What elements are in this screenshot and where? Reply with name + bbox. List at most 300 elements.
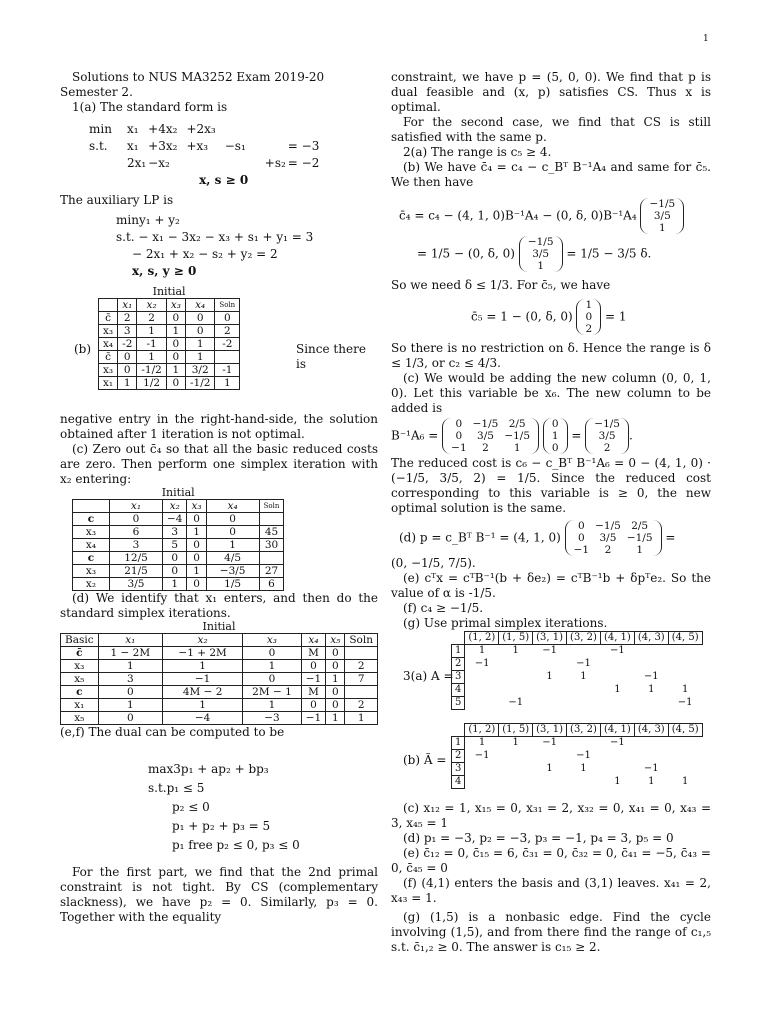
cell: 1 bbox=[243, 660, 302, 673]
sf-nonneg: x, s ≥ 0 bbox=[199, 173, 249, 187]
sf-row bbox=[88, 121, 320, 138]
sf-cell: x₁ bbox=[126, 139, 139, 153]
tableau-3 bbox=[60, 621, 378, 725]
cell: 1 bbox=[137, 351, 166, 364]
cell: 0 bbox=[326, 686, 345, 699]
sf-cell bbox=[224, 155, 247, 172]
cell: 0 bbox=[301, 660, 325, 673]
cell: 3 bbox=[110, 539, 163, 552]
cell: 0 bbox=[326, 699, 345, 712]
vec-cell: 0 bbox=[551, 442, 559, 454]
vec-cell: 1 bbox=[551, 430, 559, 442]
equation-d bbox=[399, 520, 711, 556]
dual-line: p₂ ≤ 0 bbox=[172, 800, 210, 814]
vec-cell: 3/5 bbox=[532, 248, 550, 260]
cell: 0 bbox=[118, 351, 137, 364]
aux-intro: The auxiliary LP is bbox=[60, 193, 174, 207]
dual-line: p₁ + p₂ + p₃ = 5 bbox=[172, 819, 271, 833]
sf-row bbox=[88, 155, 320, 172]
cell bbox=[634, 750, 668, 763]
sf-cell bbox=[185, 155, 223, 172]
cell: 1 bbox=[243, 699, 302, 712]
cell: c bbox=[61, 686, 99, 699]
tableau-row bbox=[73, 578, 284, 591]
cell bbox=[600, 763, 634, 776]
cell: 0 bbox=[187, 552, 206, 565]
page-number: 1 bbox=[703, 34, 709, 44]
edge-label: (4, 5) bbox=[668, 632, 702, 645]
equation-binv: B⁻¹A₆ = 0 −1/5 2/5 0 3/5 −1/5 −1 2 1 0 1 0 = −1/5 3/5 2 . bbox=[391, 418, 633, 454]
tableau-row bbox=[73, 539, 284, 552]
cell: x₂ bbox=[73, 578, 110, 591]
cell: 6 bbox=[259, 578, 284, 591]
tableau-caption: Initial bbox=[202, 620, 236, 633]
cell bbox=[345, 686, 378, 699]
header-cell: x₁ bbox=[110, 500, 163, 513]
mat-cell: 0 bbox=[578, 532, 585, 544]
sf-cell: = −2 bbox=[287, 156, 320, 170]
cell: 2 bbox=[118, 312, 137, 325]
r-text: So there is no restriction on δ. Hence the range is δ ≤ 1/3, or c₂ ≤ 4/3. bbox=[391, 341, 711, 370]
cell bbox=[567, 645, 601, 658]
d-result: (0, −1/5, 7/5). bbox=[391, 556, 476, 570]
cell bbox=[533, 776, 567, 789]
cell: 1 bbox=[546, 671, 553, 682]
header-cell: x₃ bbox=[243, 634, 302, 647]
cell bbox=[533, 684, 567, 697]
incidence-a bbox=[391, 631, 711, 723]
edge-label: (3, 1) bbox=[533, 724, 567, 737]
header-cell: x₅ bbox=[326, 634, 345, 647]
cell bbox=[499, 684, 533, 697]
cell bbox=[465, 671, 499, 684]
incidence-b bbox=[391, 723, 711, 801]
cell: 0 bbox=[166, 312, 185, 325]
cell: −1 bbox=[508, 697, 524, 708]
cell bbox=[465, 763, 499, 776]
sf-cell bbox=[247, 138, 287, 155]
r-text: For the second case, we find that CS is still satisfied with the same p. bbox=[391, 115, 711, 144]
tableau-row bbox=[99, 338, 240, 351]
cell: 0 bbox=[187, 539, 206, 552]
mat-cell: 2/5 bbox=[631, 520, 649, 532]
cell: -1 bbox=[137, 338, 166, 351]
cell: x₁ bbox=[61, 699, 99, 712]
right-column bbox=[391, 70, 711, 955]
cell bbox=[259, 552, 284, 565]
eq-rhs: = 1 bbox=[605, 309, 627, 324]
cell: x₃ bbox=[99, 364, 118, 377]
cell: 1 bbox=[512, 645, 519, 657]
node-row bbox=[452, 645, 703, 658]
header-cell: x₄ bbox=[301, 634, 325, 647]
cell: M bbox=[301, 647, 325, 660]
cell: 5 bbox=[163, 539, 187, 552]
cell bbox=[668, 671, 702, 684]
matrix bbox=[565, 520, 662, 556]
node-row bbox=[452, 697, 703, 710]
cell: 1 bbox=[163, 578, 187, 591]
tableau-caption: Initial bbox=[161, 486, 195, 499]
left-column bbox=[60, 70, 378, 925]
sf-cell bbox=[224, 121, 247, 138]
cell: 1/2 bbox=[137, 377, 166, 390]
header-cell: x₄ bbox=[185, 299, 214, 312]
cell: −3/5 bbox=[206, 565, 259, 578]
cell bbox=[668, 737, 702, 750]
sf-cell: x₁ bbox=[126, 122, 139, 136]
cell: 0 bbox=[243, 673, 302, 686]
mat-cell: 3/5 bbox=[477, 430, 494, 442]
cell bbox=[533, 658, 567, 671]
cell: 1 bbox=[185, 338, 214, 351]
cell: 3 bbox=[98, 673, 162, 686]
cell: −1 bbox=[610, 737, 625, 749]
mat-cell: −1/5 bbox=[472, 418, 499, 430]
cell: 1 bbox=[614, 776, 621, 787]
tableau-row bbox=[61, 699, 378, 712]
edge-label: (3, 1) bbox=[533, 632, 567, 645]
cell: −1 bbox=[301, 712, 325, 725]
dual-lp bbox=[148, 760, 378, 855]
mat-cell: −1/5 bbox=[504, 430, 531, 442]
node-row bbox=[452, 763, 703, 776]
edge-label: (4, 3) bbox=[634, 724, 668, 737]
tableau-header bbox=[61, 634, 378, 647]
ef-text: (e,f) The dual can be computed to be bbox=[60, 725, 285, 739]
header-cell: x₁ bbox=[118, 299, 137, 312]
incidence-table-b bbox=[451, 723, 703, 789]
cell: 1 bbox=[185, 351, 214, 364]
sf-row bbox=[88, 138, 320, 155]
cell: -1 bbox=[215, 364, 240, 377]
cell: 0 bbox=[185, 325, 214, 338]
edge-label: (4, 5) bbox=[668, 724, 702, 737]
mat-cell: 0 bbox=[455, 418, 463, 430]
edge-label: (3, 2) bbox=[567, 724, 601, 737]
edge-header bbox=[452, 632, 703, 645]
header-cell: Soln bbox=[215, 299, 240, 312]
aux-line: x, s, y ≥ 0 bbox=[132, 264, 197, 278]
cell: 1 bbox=[546, 763, 553, 774]
header-cell: x₁ bbox=[98, 634, 162, 647]
cell bbox=[499, 671, 533, 684]
vec-cell: −1/5 bbox=[594, 418, 620, 430]
edge-label: (4, 3) bbox=[634, 632, 668, 645]
cell bbox=[499, 658, 533, 671]
edge-label: (4, 1) bbox=[600, 632, 634, 645]
q1a-text: 1(a) The standard form is bbox=[72, 100, 228, 114]
vector bbox=[543, 418, 568, 454]
cell: 0 bbox=[215, 312, 240, 325]
cell: −1 bbox=[677, 697, 693, 708]
cell: 1 bbox=[187, 526, 206, 539]
standard-form bbox=[88, 121, 320, 189]
sf-row bbox=[88, 172, 320, 189]
cell bbox=[499, 750, 533, 763]
vector bbox=[519, 236, 563, 272]
cell: 1 bbox=[614, 684, 621, 695]
r-text: (e) c̄₁₂ = 0, c̄₁₅ = 6, c̄₃₁ = 0, c̄₃₂ = 0, c̄₄₁ = −5, c̄₄₃ = 0, c̄₄₅ = 0 bbox=[391, 846, 711, 875]
cell bbox=[499, 776, 533, 789]
dual-line: p₁ free p₂ ≤ 0, p₃ ≤ 0 bbox=[172, 838, 300, 852]
r-text: (b) We have c̄₄ = c₄ − c_Bᵀ B⁻¹A₄ and same for c̄₅. We then have bbox=[391, 160, 711, 189]
eq-equals: = bbox=[665, 530, 676, 545]
vec-cell: −1/5 bbox=[649, 198, 676, 210]
sf-cell bbox=[287, 121, 321, 138]
mat-cell: 3/5 bbox=[599, 532, 617, 544]
cell: 3/2 bbox=[185, 364, 214, 377]
cell: 0 bbox=[326, 660, 345, 673]
eq-lhs: (d) p = c_Bᵀ B⁻¹ = (4, 1, 0) bbox=[399, 530, 561, 545]
edge-label: (1, 5) bbox=[499, 632, 533, 645]
cell: −1 + 2M bbox=[163, 647, 243, 660]
cell: 0 bbox=[206, 513, 259, 526]
tableau-row bbox=[99, 312, 240, 325]
cell: 1 bbox=[478, 737, 486, 749]
cell: −1 bbox=[610, 645, 625, 657]
cell bbox=[634, 658, 668, 671]
cell: 45 bbox=[259, 526, 284, 539]
cell: 0 bbox=[187, 513, 206, 526]
vector bbox=[640, 198, 684, 234]
tableau-row bbox=[99, 364, 240, 377]
cell: −1 bbox=[163, 673, 243, 686]
cell: −1 bbox=[576, 750, 591, 761]
r-text: (f) c₄ ≥ −1/5. bbox=[403, 601, 484, 615]
sf-cell: +3x₂ bbox=[148, 139, 178, 153]
header-cell: x₃ bbox=[187, 500, 206, 513]
cell: 1 bbox=[648, 776, 655, 787]
node-row bbox=[452, 750, 703, 763]
cell: 1 bbox=[206, 539, 259, 552]
vector bbox=[576, 299, 601, 335]
cell bbox=[567, 737, 601, 750]
cell: 1 bbox=[681, 776, 689, 787]
mat-cell: 1 bbox=[636, 544, 643, 556]
cell: 2 bbox=[345, 699, 378, 712]
mat-cell: −1/5 bbox=[595, 520, 621, 532]
cell: 1 bbox=[98, 699, 162, 712]
cell: 0 bbox=[185, 312, 214, 325]
tableau-row bbox=[73, 565, 284, 578]
cell bbox=[533, 750, 567, 763]
cell: 1 bbox=[681, 684, 689, 695]
vec-cell: 1 bbox=[658, 222, 666, 234]
tableau-row bbox=[99, 377, 240, 390]
cell: 1 bbox=[478, 645, 486, 657]
cell: 0 bbox=[166, 338, 185, 351]
equation-c4-cont bbox=[417, 236, 711, 272]
cell: 4M − 2 bbox=[163, 686, 243, 699]
node-row bbox=[452, 776, 703, 789]
sf-cell: = −3 bbox=[287, 139, 320, 153]
cell: 1 bbox=[326, 673, 345, 686]
tableau-row bbox=[73, 526, 284, 539]
cell: 0 bbox=[301, 699, 325, 712]
node-label: 1 bbox=[452, 645, 465, 658]
edge-label: (1, 5) bbox=[499, 724, 533, 737]
header-cell bbox=[73, 500, 110, 513]
cell: 3 bbox=[163, 526, 187, 539]
tableau-row bbox=[61, 712, 378, 725]
cell bbox=[600, 697, 634, 710]
cell: −1 bbox=[576, 658, 591, 669]
cell: 2 bbox=[215, 325, 240, 338]
vec-cell: 3/5 bbox=[598, 430, 616, 442]
cell bbox=[499, 763, 533, 776]
cell: 27 bbox=[259, 565, 284, 578]
cell: 1 bbox=[163, 699, 243, 712]
cell: 1 bbox=[98, 660, 162, 673]
cell: −1 bbox=[474, 750, 490, 761]
edge-label: (4, 1) bbox=[600, 724, 634, 737]
cell: −1 bbox=[643, 763, 659, 774]
cell: 0 bbox=[98, 686, 162, 699]
mat-cell: −1 bbox=[451, 442, 467, 454]
cell bbox=[668, 750, 702, 763]
cell: c̄ bbox=[99, 312, 118, 325]
cell: −1 bbox=[542, 737, 557, 749]
header-cell: Basic bbox=[61, 634, 99, 647]
cell bbox=[259, 513, 284, 526]
cell: 2 bbox=[137, 312, 166, 325]
node-label: 2 bbox=[452, 750, 465, 763]
cell: −3 bbox=[243, 712, 302, 725]
aux-line: − 2x₁ + x₂ − s₂ + y₂ = 2 bbox=[132, 247, 278, 261]
sf-cell: s.t. bbox=[89, 139, 108, 153]
sf-cell: 2x₁ bbox=[126, 156, 147, 170]
node-label: 2 bbox=[452, 658, 465, 671]
qb-label: (b) Ã = bbox=[403, 753, 447, 767]
cell: −1 bbox=[542, 645, 557, 657]
cell: -2 bbox=[215, 338, 240, 351]
node-label: 4 bbox=[452, 776, 465, 789]
cell: 0 bbox=[166, 377, 185, 390]
vec-cell: 0 bbox=[585, 311, 593, 323]
header-cell: x₃ bbox=[166, 299, 185, 312]
header-cell: x₂ bbox=[137, 299, 166, 312]
mat-cell: 2/5 bbox=[508, 418, 526, 430]
tableau-row bbox=[73, 513, 284, 526]
mat-cell: 2 bbox=[604, 544, 612, 556]
cell: 0 bbox=[163, 552, 187, 565]
cell: −4 bbox=[163, 712, 243, 725]
mat-cell: 0 bbox=[455, 430, 463, 442]
tableau-row bbox=[61, 686, 378, 699]
sf-cell: −x₂ bbox=[148, 156, 170, 170]
cell: 7 bbox=[345, 673, 378, 686]
cell: 1 bbox=[512, 737, 519, 749]
header-cell bbox=[99, 299, 118, 312]
tableau-row bbox=[99, 325, 240, 338]
cell: 2 bbox=[345, 660, 378, 673]
cell: 1 bbox=[215, 377, 240, 390]
node-label: 4 bbox=[452, 684, 465, 697]
tableau-row bbox=[73, 552, 284, 565]
cell: 12/5 bbox=[110, 552, 163, 565]
sf-cell bbox=[247, 121, 287, 138]
r-text: The reduced cost is c₆ − c_Bᵀ B⁻¹A₆ = 0 − (4, 1, 0) · (−1/5, 3/5, 2) = 1/5. Since the reduced cost corresponding to this variable is ≥ 0, the new optimal solution is the same. bbox=[391, 456, 711, 515]
cell: M bbox=[301, 686, 325, 699]
first-part-text: For the first part, we find that the 2nd primal constraint is not tight. By CS (complementary slackness), we have p₂ = 0. Similarly, p₃ = 0. Together with the equality bbox=[60, 865, 378, 924]
r-text: (g) (1,5) is a nonbasic edge. Find the cycle involving (1,5), and from there find the range of c₁,₅ s.t. c̄₁,₂ ≥ 0. The answer is c₁₅ ≥ 2. bbox=[391, 910, 711, 954]
cell: 0 bbox=[326, 647, 345, 660]
r-text: (d) p₁ = −3, p₂ = −3, p₃ = −1, p₄ = 3, p₅ = 0 bbox=[403, 831, 674, 845]
cell: 1 bbox=[137, 325, 166, 338]
cell: c̄ bbox=[99, 351, 118, 364]
cell: 1 bbox=[166, 325, 185, 338]
cell: 2M − 1 bbox=[243, 686, 302, 699]
eq-lhs: c̄₅ = 1 − (0, δ, 0) bbox=[471, 309, 573, 324]
cell: x₃ bbox=[73, 565, 110, 578]
cell: 0 bbox=[163, 565, 187, 578]
r-text: (f) (4,1) enters the basis and (3,1) leaves. x₄₁ = 2, x₄₃ = 1. bbox=[391, 876, 711, 905]
cell: 1 bbox=[118, 377, 137, 390]
cell: x₅ bbox=[61, 673, 99, 686]
cell bbox=[345, 647, 378, 660]
vec-cell: 3/5 bbox=[653, 210, 671, 222]
vec-cell: 0 bbox=[551, 418, 559, 430]
cell: x₄ bbox=[99, 338, 118, 351]
aux-lp bbox=[116, 212, 378, 280]
r-text: (c) We would be adding the new column (0, 0, 1, 0). Let this variable be x₆. The new column to be added is bbox=[391, 371, 711, 415]
cell: −1 bbox=[474, 658, 490, 669]
node-label: 3 bbox=[452, 763, 465, 776]
tableau-row bbox=[61, 673, 378, 686]
matrix bbox=[442, 418, 539, 454]
cell bbox=[567, 684, 601, 697]
cell: 0 bbox=[206, 526, 259, 539]
edge-label: (3, 2) bbox=[567, 632, 601, 645]
cell: 0 bbox=[110, 513, 163, 526]
r-text: So we need δ ≤ 1/3. For c̄₅, we have bbox=[391, 278, 611, 292]
aux-line: s.t. − x₁ − 3x₂ − x₃ + s₁ + y₁ = 3 bbox=[116, 230, 314, 244]
equation-c4 bbox=[399, 198, 711, 234]
cell bbox=[567, 697, 601, 710]
sf-cell: +2x₃ bbox=[186, 122, 216, 136]
r-text: 2(a) The range is c₅ ≥ 4. bbox=[403, 145, 552, 159]
header-cell: Soln bbox=[259, 500, 284, 513]
cell: −1 bbox=[301, 673, 325, 686]
cell: c bbox=[73, 552, 110, 565]
r-text: (e) cᵀx = cᵀB⁻¹(b + δe₂) = cᵀB⁻¹b + δpᵀe₂. So the value of α is -1/5. bbox=[391, 571, 711, 600]
cell: 1 bbox=[580, 763, 587, 774]
edge-label: (1, 2) bbox=[465, 632, 499, 645]
cell: -2 bbox=[118, 338, 137, 351]
cell: x₄ bbox=[73, 539, 110, 552]
vec-cell: −1/5 bbox=[527, 236, 554, 248]
sf-cell: +s₂ bbox=[264, 156, 286, 170]
vec-cell: 1 bbox=[585, 299, 593, 311]
cell: x₃ bbox=[61, 660, 99, 673]
incidence-table-a bbox=[451, 631, 703, 710]
sf-cell: −s₁ bbox=[224, 139, 246, 153]
cell: 3/5 bbox=[110, 578, 163, 591]
cell: −1 bbox=[643, 671, 659, 682]
cell: 0 bbox=[166, 351, 185, 364]
cell: 1 bbox=[648, 684, 655, 695]
mat-cell: 1 bbox=[513, 442, 521, 454]
b-label: (b) bbox=[74, 342, 92, 356]
cell: 1 bbox=[187, 565, 206, 578]
cell: x₅ bbox=[61, 712, 99, 725]
cell bbox=[567, 776, 601, 789]
r-text: (g) Use primal simplex iterations. bbox=[403, 616, 608, 630]
eq-lhs: B⁻¹A₆ = bbox=[391, 428, 439, 443]
cell: c bbox=[73, 513, 110, 526]
cell: 0 bbox=[98, 712, 162, 725]
